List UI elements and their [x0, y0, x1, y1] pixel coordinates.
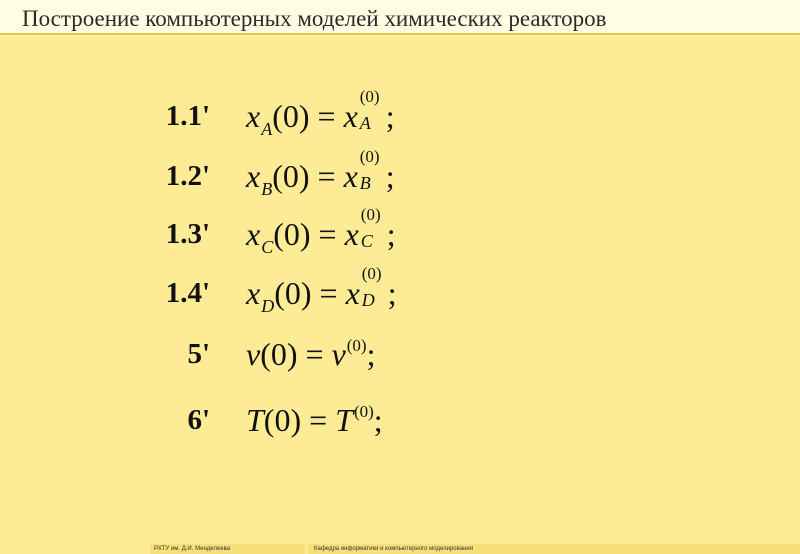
- footer: [150, 544, 800, 554]
- equation-formula: $x_B(0) = x$ (0) B ;: [246, 147, 395, 199]
- equation-label: 1.2': [165, 160, 210, 192]
- equation-row-1-3: [0, 205, 800, 264]
- footer-department: Кафедра информатики и компьютерного моделирования: [308, 544, 800, 554]
- equation-formula: $x_A(0) = x$ (0) A ;: [246, 87, 395, 139]
- equation-label: 5': [187, 338, 210, 370]
- equation-row-5: [0, 334, 800, 384]
- footer-university: РХТУ им. Д.И. Менделеева: [150, 544, 305, 554]
- equation-formula: $x_D(0) = x$ (0) D ;: [246, 264, 397, 316]
- equation-row-1-4: [0, 264, 800, 323]
- title-divider: [0, 33, 800, 35]
- equation-row-1-2: [0, 147, 800, 206]
- equation-label: 6': [187, 404, 210, 436]
- equation-label: 1.4': [165, 277, 210, 309]
- equation-formula: $v(0) = v^{(0)}$;: [246, 336, 376, 372]
- slide-title: Построение компьютерных моделей химических реакторов: [22, 6, 607, 31]
- equation-label: 1.3': [165, 218, 210, 250]
- equation-row-6: [0, 400, 800, 450]
- title-bar: [0, 0, 800, 34]
- equation-row-1-1: [0, 87, 800, 146]
- equation-label: 1.1': [165, 100, 210, 132]
- equation-formula: $T(0) = T^{(0)}$;: [246, 402, 383, 438]
- equation-formula: $x_C(0) = x$ (0) C ;: [246, 205, 396, 257]
